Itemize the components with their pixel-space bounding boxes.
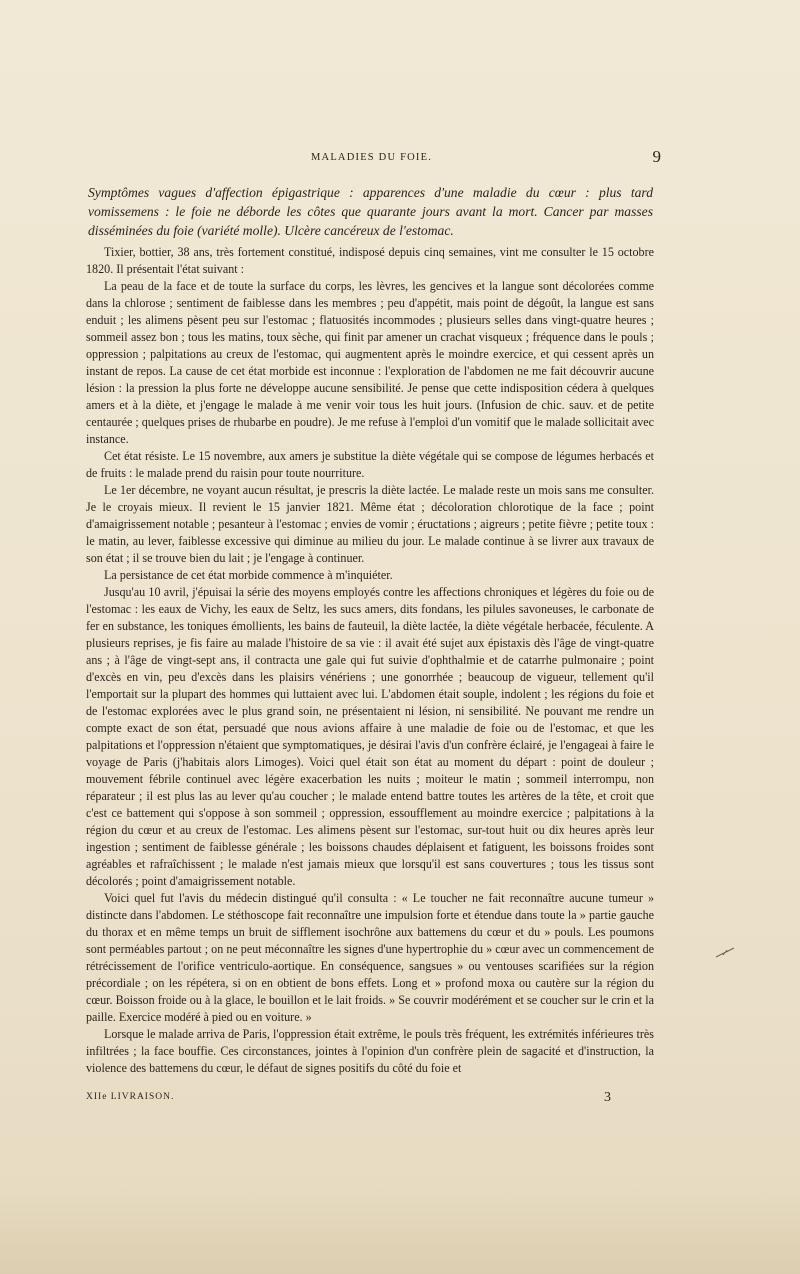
page-number: 9	[652, 147, 661, 166]
paragraph: Jusqu'au 10 avril, j'épuisai la série des moyens employés contre les affections chroniques et légères du foie ou de l'estomac : les eaux de Vichy, les eaux de Seltz, les sucs amers, dits fondans, les pilules savoneuses, le carbonate de fer en substance, les toniques émollients, les bains de fauteuil, la diète lactée, la diète végétale herbacée, féculente. A plusieurs reprises, je fis faire au malade l'histoire de sa vie : il avait été sujet aux épistaxis dès l'âge de vingt-quatre ans ; à l'âge de vingt-sept ans, il contracta une gale qui fut suivie d'ophthalmie et de catarrhe pulmonaire ; point d'excès en vin, peu d'excès dans les plaisirs vénériens ; une gonorrhée ; beaucoup de vigueur, tellement qu'il l'emportait sur la plupart des hommes qui luttaient avec lui. L'abdomen était souple, indolent ; les régions du foie et de l'estomac explorées avec le plus grand soin, ne présentaient ni lésion, ni sensibilité. Ne pouvant me rendre un compte exact de son état, persuadé que nous avions affaire à une maladie de foie ou de l'estomac, et que les palpitations et l'oppression n'étaient que symptomatiques, je désirai l'avis d'un confrère éclairé, je l'engageai à faire le voyage de Paris (j'habitais alors Limoges). Voici quel était son état au moment du départ : point de douleur ; mouvement fébrile continuel avec légère exacerbation les nuits ; moiteur le matin ; sommeil interrompu, non réparateur ; il est plus las au lever qu'au coucher ; le malade entend battre toutes les artères de la tête, et croit que c'est ce battement qui s'oppose à son sommeil ; oppression, essoufflement au moindre exercice ; palpitations à la région du cœur et au creux de l'estomac. Les alimens pèsent sur l'estomac, sur-tout huit ou dix heures après leur ingestion ; sentiment de faiblesse générale ; les boissons chaudes déplaisent et fatiguent, les boissons froides sont agréables et rafraîchissent ; le malade n'est jamais mieux que lorsqu'il est sans couvertures ; tous les tissus sont décolorés ; point d'amaigrissement notable.	[86, 585, 654, 888]
signature-mark: XIIe LIVRAISON.	[86, 1092, 175, 1102]
section-title: Symptômes vagues d'affection épigastrique : apparences d'une maladie du cœur : plus tard vomissemens : le foie ne déborde les côtes que quarante jours avant la mort. Cancer par masses disséminées du foie (variété molle). Ulcère cancéreux de l'estomac.	[88, 185, 653, 238]
body-text	[86, 244, 654, 1077]
pencil-mark-icon	[714, 946, 736, 960]
running-head: MALADIES DU FOIE.	[311, 152, 433, 163]
page-footer	[86, 1092, 611, 1108]
paragraph: Le 1er décembre, ne voyant aucun résultat, je prescris la diète lactée. Le malade reste un mois sans me consulter. Je le croyais mieux. Il revient le 15 janvier 1821. Même état ; décoloration chlorotique de la face ; point d'amaigrissement notable ; pesanteur à l'estomac ; envies de vomir ; éructations ; aigreurs ; petite fièvre ; petite toux : le matin, au lever, faiblesse excessive qui diminue au milieu du jour. Le malade continue à se livrer aux travaux de son état ; il se trouve bien du lait ; je l'engage à continuer.	[86, 483, 654, 565]
paragraph: La persistance de cet état morbide commence à m'inquiéter.	[104, 568, 393, 582]
paragraph: Voici quel fut l'avis du médecin distingué qu'il consulta : « Le toucher ne fait reconnaître aucune tumeur » distincte dans l'abdomen. Le stéthoscope fait reconnaître une impulsion forte et étendue dans toute la » partie gauche du thorax et en même temps un bruit de sifflement isochrône aux battemens du cœur et du » pouls. Les poumons sont perméables partout ; on ne peut méconnaître les signes d'une hypertrophie du » cœur avec un commencement de rétrécissement de l'orifice ventriculo-aortique. En conséquence, sangsues » ou ventouses scarifiées sur la région précordiale ; on les répétera, si on en obtient de bons effets. Long et » profond moxa ou cautère sur la région du cœur. Boisson froide ou à la glace, le bouillon et le lait froids. » Se couvrir modérément et se coucher sur le crin et la paille. Exercice modéré à pied ou en voiture. »	[86, 891, 654, 1024]
sheet-number: 3	[604, 1090, 611, 1105]
paragraph: Lorsque le malade arriva de Paris, l'oppression était extrême, le pouls très fréquent, les extrémités inférieures très infiltrées ; la face bouffie. Ces circonstances, jointes à l'opinion d'un confrère plein de sagacité et d'instruction, la violence des battemens du cœur, le défaut de signes positifs du côté du foie et	[86, 1027, 654, 1075]
paragraph: La peau de la face et de toute la surface du corps, les lèvres, les gencives et la langue sont décolorées comme dans la chlorose ; sentiment de faiblesse dans les membres ; peu d'appétit, mais point de dégoût, la langue est sans enduit ; les alimens pèsent peu sur l'estomac ; flatuosités incommodes ; plusieurs selles dans vingt-quatre heures ; sommeil assez bon ; tous les matins, toux sèche, qui finit par amener un crachat visqueux ; fréquence dans le pouls ; oppression ; palpitations au creux de l'estomac, qui augmentent après le moindre exercice, et qui cessent après un instant de repos. La cause de cet état morbide est inconnue : l'exploration de l'abdomen ne me fait découvrir aucune lésion : la pression la plus forte ne développe aucune sensibilité. Je pense que cette indisposition cédera à quelques amers et à la diète, et j'engage le malade à me venir voir tous les huit jours. (Infusion de chic. sauv. et de petite centaurée ; quelques prises de rhubarbe en poudre). Je me refuse à l'emploi d'un vomitif que le malade sollicitait avec instance.	[86, 279, 654, 446]
paragraph: Cet état résiste. Le 15 novembre, aux amers je substitue la diète végétale qui se compose de légumes herbacés et de fruits : le malade prend du raisin pour toute nourriture.	[86, 449, 654, 480]
page-shadow	[0, 1184, 800, 1274]
page-header	[86, 147, 661, 170]
paragraph: Tixier, bottier, 38 ans, très fortement constitué, indisposé depuis cinq semaines, vint me consulter le 15 octobre 1820. Il présentait l'état suivant :	[86, 245, 654, 276]
